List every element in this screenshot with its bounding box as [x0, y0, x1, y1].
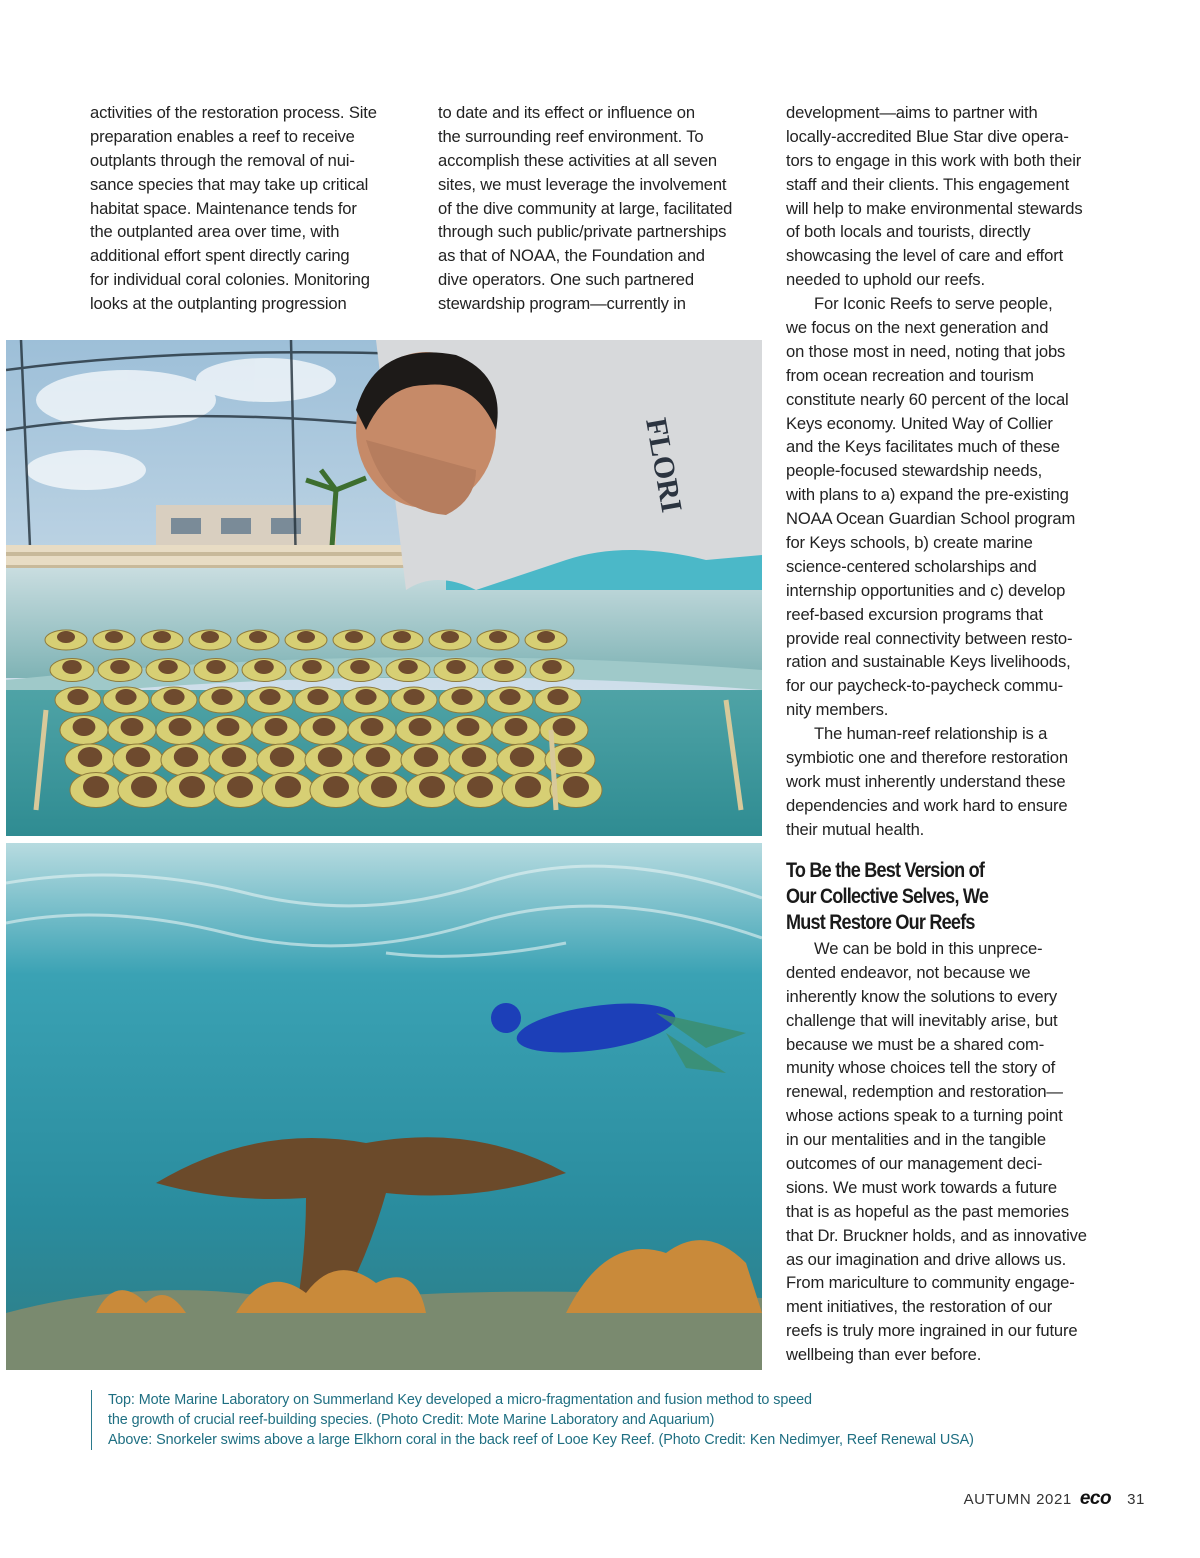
- coral-fragment: [537, 631, 555, 643]
- text-line: reefs is truly more ingrained in our future: [786, 1321, 1078, 1341]
- coral-fragment: [169, 718, 192, 736]
- text-line: tors to engage in this work with both their: [786, 150, 1082, 170]
- coral-fragment: [201, 631, 219, 643]
- coral-fragment: [62, 660, 82, 674]
- text-line: to date and its effect or influence on: [438, 103, 695, 122]
- text-line: symbiotic one and therefore restoration: [786, 748, 1068, 768]
- text-line: activities of the restoration process. Site: [90, 103, 377, 122]
- text-line: renewal, redemption and restoration—: [786, 1082, 1063, 1102]
- coral-fragment: [179, 776, 205, 798]
- text-line: we focus on the next generation and: [786, 318, 1049, 338]
- coral-fragment: [441, 631, 459, 643]
- coral-fragment: [217, 718, 240, 736]
- text-line: stewardship program—currently in: [438, 294, 686, 314]
- text-line: for our paycheck-to-paycheck commu-: [786, 676, 1063, 696]
- text-line: of the dive community at large, facilitated: [438, 198, 733, 218]
- coral-fragment: [446, 660, 466, 674]
- coral-fragment: [67, 689, 88, 705]
- coral-fragment: [515, 776, 541, 798]
- body-column-1: [90, 101, 420, 316]
- issue-label: AUTUMN 2021: [963, 1491, 1072, 1508]
- coral-fragment: [227, 776, 253, 798]
- page-footer: [964, 1488, 1145, 1510]
- text-line: looks at the outplanting progression: [90, 294, 347, 314]
- coral-fragment: [110, 660, 130, 674]
- coral-fragment: [275, 776, 301, 798]
- coral-fragment: [211, 689, 232, 705]
- coral-fragment: [563, 776, 589, 798]
- section-heading: [786, 858, 1070, 936]
- text-line: will help to make environmental stewards: [786, 198, 1083, 218]
- text-line: preparation enables a reef to receive: [90, 126, 355, 146]
- text-line: inherently know the solutions to every: [786, 986, 1058, 1006]
- text-line: whose actions speak to a turning point: [786, 1106, 1063, 1126]
- text-line: munity whose choices tell the story of: [786, 1058, 1056, 1078]
- text-line: dependencies and work hard to ensure: [786, 795, 1068, 815]
- text-line: sance species that may take up critical: [90, 174, 369, 194]
- text-line: for Keys schools, b) create marine: [786, 533, 1033, 553]
- coral-fragment: [489, 631, 507, 643]
- text-line: work must inherently understand these: [786, 771, 1066, 791]
- text-line: people-focused stewardship needs,: [786, 461, 1043, 481]
- text-line: challenge that will inevitably arise, but: [786, 1010, 1058, 1030]
- coral-fragment: [542, 660, 562, 674]
- coral-fragment: [270, 747, 294, 767]
- text-line: ration and sustainable Keys livelihoods,: [786, 652, 1071, 672]
- elkhorn-coral-illustration: [6, 843, 762, 1370]
- coral-fragment: [547, 689, 568, 705]
- coral-fragment: [307, 689, 328, 705]
- coral-fragment: [206, 660, 226, 674]
- text-line: Keys economy. United Way of Collier: [786, 413, 1053, 433]
- coral-fragment: [105, 631, 123, 643]
- text-line: their mutual health.: [786, 819, 925, 839]
- coral-fragment: [398, 660, 418, 674]
- text-line: that is as hopeful as the past memories: [786, 1201, 1069, 1221]
- coral-fragment: [510, 747, 534, 767]
- text-line: reef-based excursion programs that: [786, 604, 1043, 624]
- text-line: science-centered scholarships and: [786, 556, 1037, 576]
- coral-fragment: [345, 631, 363, 643]
- coral-fragment: [318, 747, 342, 767]
- text-line: development—aims to partner with: [786, 103, 1038, 122]
- photo-caption: [91, 1390, 1148, 1450]
- text-line: of both locals and tourists, directly: [786, 222, 1031, 242]
- coral-fragment: [78, 747, 102, 767]
- text-line: dive operators. One such partnered: [438, 270, 694, 290]
- coral-fragment: [158, 660, 178, 674]
- coral-fragment: [249, 631, 267, 643]
- coral-fragment: [355, 689, 376, 705]
- coral-fragment: [153, 631, 171, 643]
- text-line: for individual coral colonies. Monitoring: [90, 270, 370, 290]
- coral-fragment: [83, 776, 109, 798]
- body-column-2: [438, 101, 768, 316]
- text-line: dented endeavor, not because we: [786, 962, 1031, 982]
- text-line: with plans to a) expand the pre-existing: [786, 485, 1069, 505]
- text-line: the outplanted area over time, with: [90, 222, 340, 242]
- text-line: needed to uphold our reefs.: [786, 270, 985, 290]
- caption-line: the growth of crucial reef-building species. (Photo Credit: Mote Marine Laboratory and Aquarium): [108, 1412, 715, 1428]
- coral-fragment: [371, 776, 397, 798]
- body-column-3-continued: [786, 937, 1126, 1367]
- text-line: that Dr. Bruckner holds, and as innovative: [786, 1225, 1087, 1245]
- coral-fragment: [57, 631, 75, 643]
- text-line: staff and their clients. This engagement: [786, 174, 1070, 194]
- coral-fragment: [259, 689, 280, 705]
- text-line: For Iconic Reefs to serve people,: [814, 294, 1053, 314]
- coral-fragment: [265, 718, 288, 736]
- coral-fragment: [361, 718, 384, 736]
- text-line: provide real connectivity between resto-: [786, 628, 1073, 648]
- coral-fragment: [297, 631, 315, 643]
- coral-fragment: [419, 776, 445, 798]
- page-number: 31: [1127, 1491, 1145, 1508]
- text-line: outcomes of our management deci-: [786, 1154, 1043, 1174]
- coral-fragment: [115, 689, 136, 705]
- coral-nursery-photo: [6, 340, 762, 836]
- text-line: constitute nearly 60 percent of the local: [786, 389, 1069, 409]
- coral-fragment: [403, 689, 424, 705]
- coral-fragment: [409, 718, 432, 736]
- text-line: We can be bold in this unprece-: [814, 939, 1043, 958]
- text-line: and the Keys facilitates much of these: [786, 437, 1060, 457]
- coral-fragment: [350, 660, 370, 674]
- coral-fragment: [499, 689, 520, 705]
- brand-logo: eco: [1079, 1488, 1112, 1509]
- text-line: accomplish these activities at all seven: [438, 150, 717, 170]
- coral-fragment: [457, 718, 480, 736]
- coral-fragment: [366, 747, 390, 767]
- coral-fragment: [131, 776, 157, 798]
- text-line: because we must be a shared com-: [786, 1034, 1045, 1054]
- shirt-text: FLORI: [639, 415, 689, 515]
- coral-fragment: [393, 631, 411, 643]
- text-line: outplants through the removal of nui-: [90, 150, 355, 170]
- text-line: as that of NOAA, the Foundation and: [438, 246, 705, 266]
- text-line: locally-accredited Blue Star dive opera-: [786, 126, 1069, 146]
- text-line: from ocean recreation and tourism: [786, 365, 1034, 385]
- text-line: sions. We must work towards a future: [786, 1177, 1057, 1197]
- coral-fragment: [494, 660, 514, 674]
- body-column-3: [786, 101, 1126, 842]
- text-line: the surrounding reef environment. To: [438, 126, 704, 146]
- coral-nursery-illustration: [6, 340, 762, 836]
- coral-fragment: [254, 660, 274, 674]
- text-line: The human-reef relationship is a: [814, 724, 1048, 744]
- coral-fragment: [323, 776, 349, 798]
- text-line: sites, we must leverage the involvement: [438, 174, 727, 194]
- coral-fragment: [467, 776, 493, 798]
- caption-line: Top: Mote Marine Laboratory on Summerland Key developed a micro-fragmentation and fusion method to speed: [108, 1392, 812, 1408]
- coral-fragment: [553, 718, 576, 736]
- coral-fragment: [73, 718, 96, 736]
- coral-fragment: [174, 747, 198, 767]
- text-line: showcasing the level of care and effort: [786, 246, 1064, 266]
- coral-fragment: [222, 747, 246, 767]
- heading-line: Must Restore Our Reefs: [786, 911, 975, 934]
- coral-fragment: [414, 747, 438, 767]
- coral-fragment: [163, 689, 184, 705]
- text-line: in our mentalities and in the tangible: [786, 1130, 1046, 1150]
- text-line: From mariculture to community engage-: [786, 1273, 1075, 1293]
- text-line: nity members.: [786, 700, 889, 720]
- text-line: ment initiatives, the restoration of our: [786, 1297, 1053, 1317]
- text-line: NOAA Ocean Guardian School program: [786, 509, 1076, 529]
- coral-fragment: [126, 747, 150, 767]
- text-line: on those most in need, noting that jobs: [786, 341, 1066, 361]
- text-line: additional effort spent directly caring: [90, 246, 350, 266]
- heading-line: Our Collective Selves, We: [786, 885, 989, 908]
- caption-line: Above: Snorkeler swims above a large Elkhorn coral in the back reef of Looe Key Reef. (Photo Credit: Ken Nedimyer, Reef Renewal USA): [108, 1432, 974, 1448]
- coral-fragment: [451, 689, 472, 705]
- text-line: internship opportunities and c) develop: [786, 580, 1066, 600]
- coral-fragment: [302, 660, 322, 674]
- elkhorn-coral-photo: [6, 843, 762, 1370]
- heading-line: To Be the Best Version of: [786, 859, 985, 882]
- text-line: as our imagination and drive allows us.: [786, 1249, 1067, 1269]
- text-line: through such public/private partnerships: [438, 222, 727, 242]
- coral-fragment: [462, 747, 486, 767]
- coral-fragment: [505, 718, 528, 736]
- coral-fragment: [121, 718, 144, 736]
- coral-fragment: [313, 718, 336, 736]
- text-line: wellbeing than ever before.: [786, 1345, 982, 1365]
- coral-fragment: [558, 747, 582, 767]
- text-line: habitat space. Maintenance tends for: [90, 198, 357, 218]
